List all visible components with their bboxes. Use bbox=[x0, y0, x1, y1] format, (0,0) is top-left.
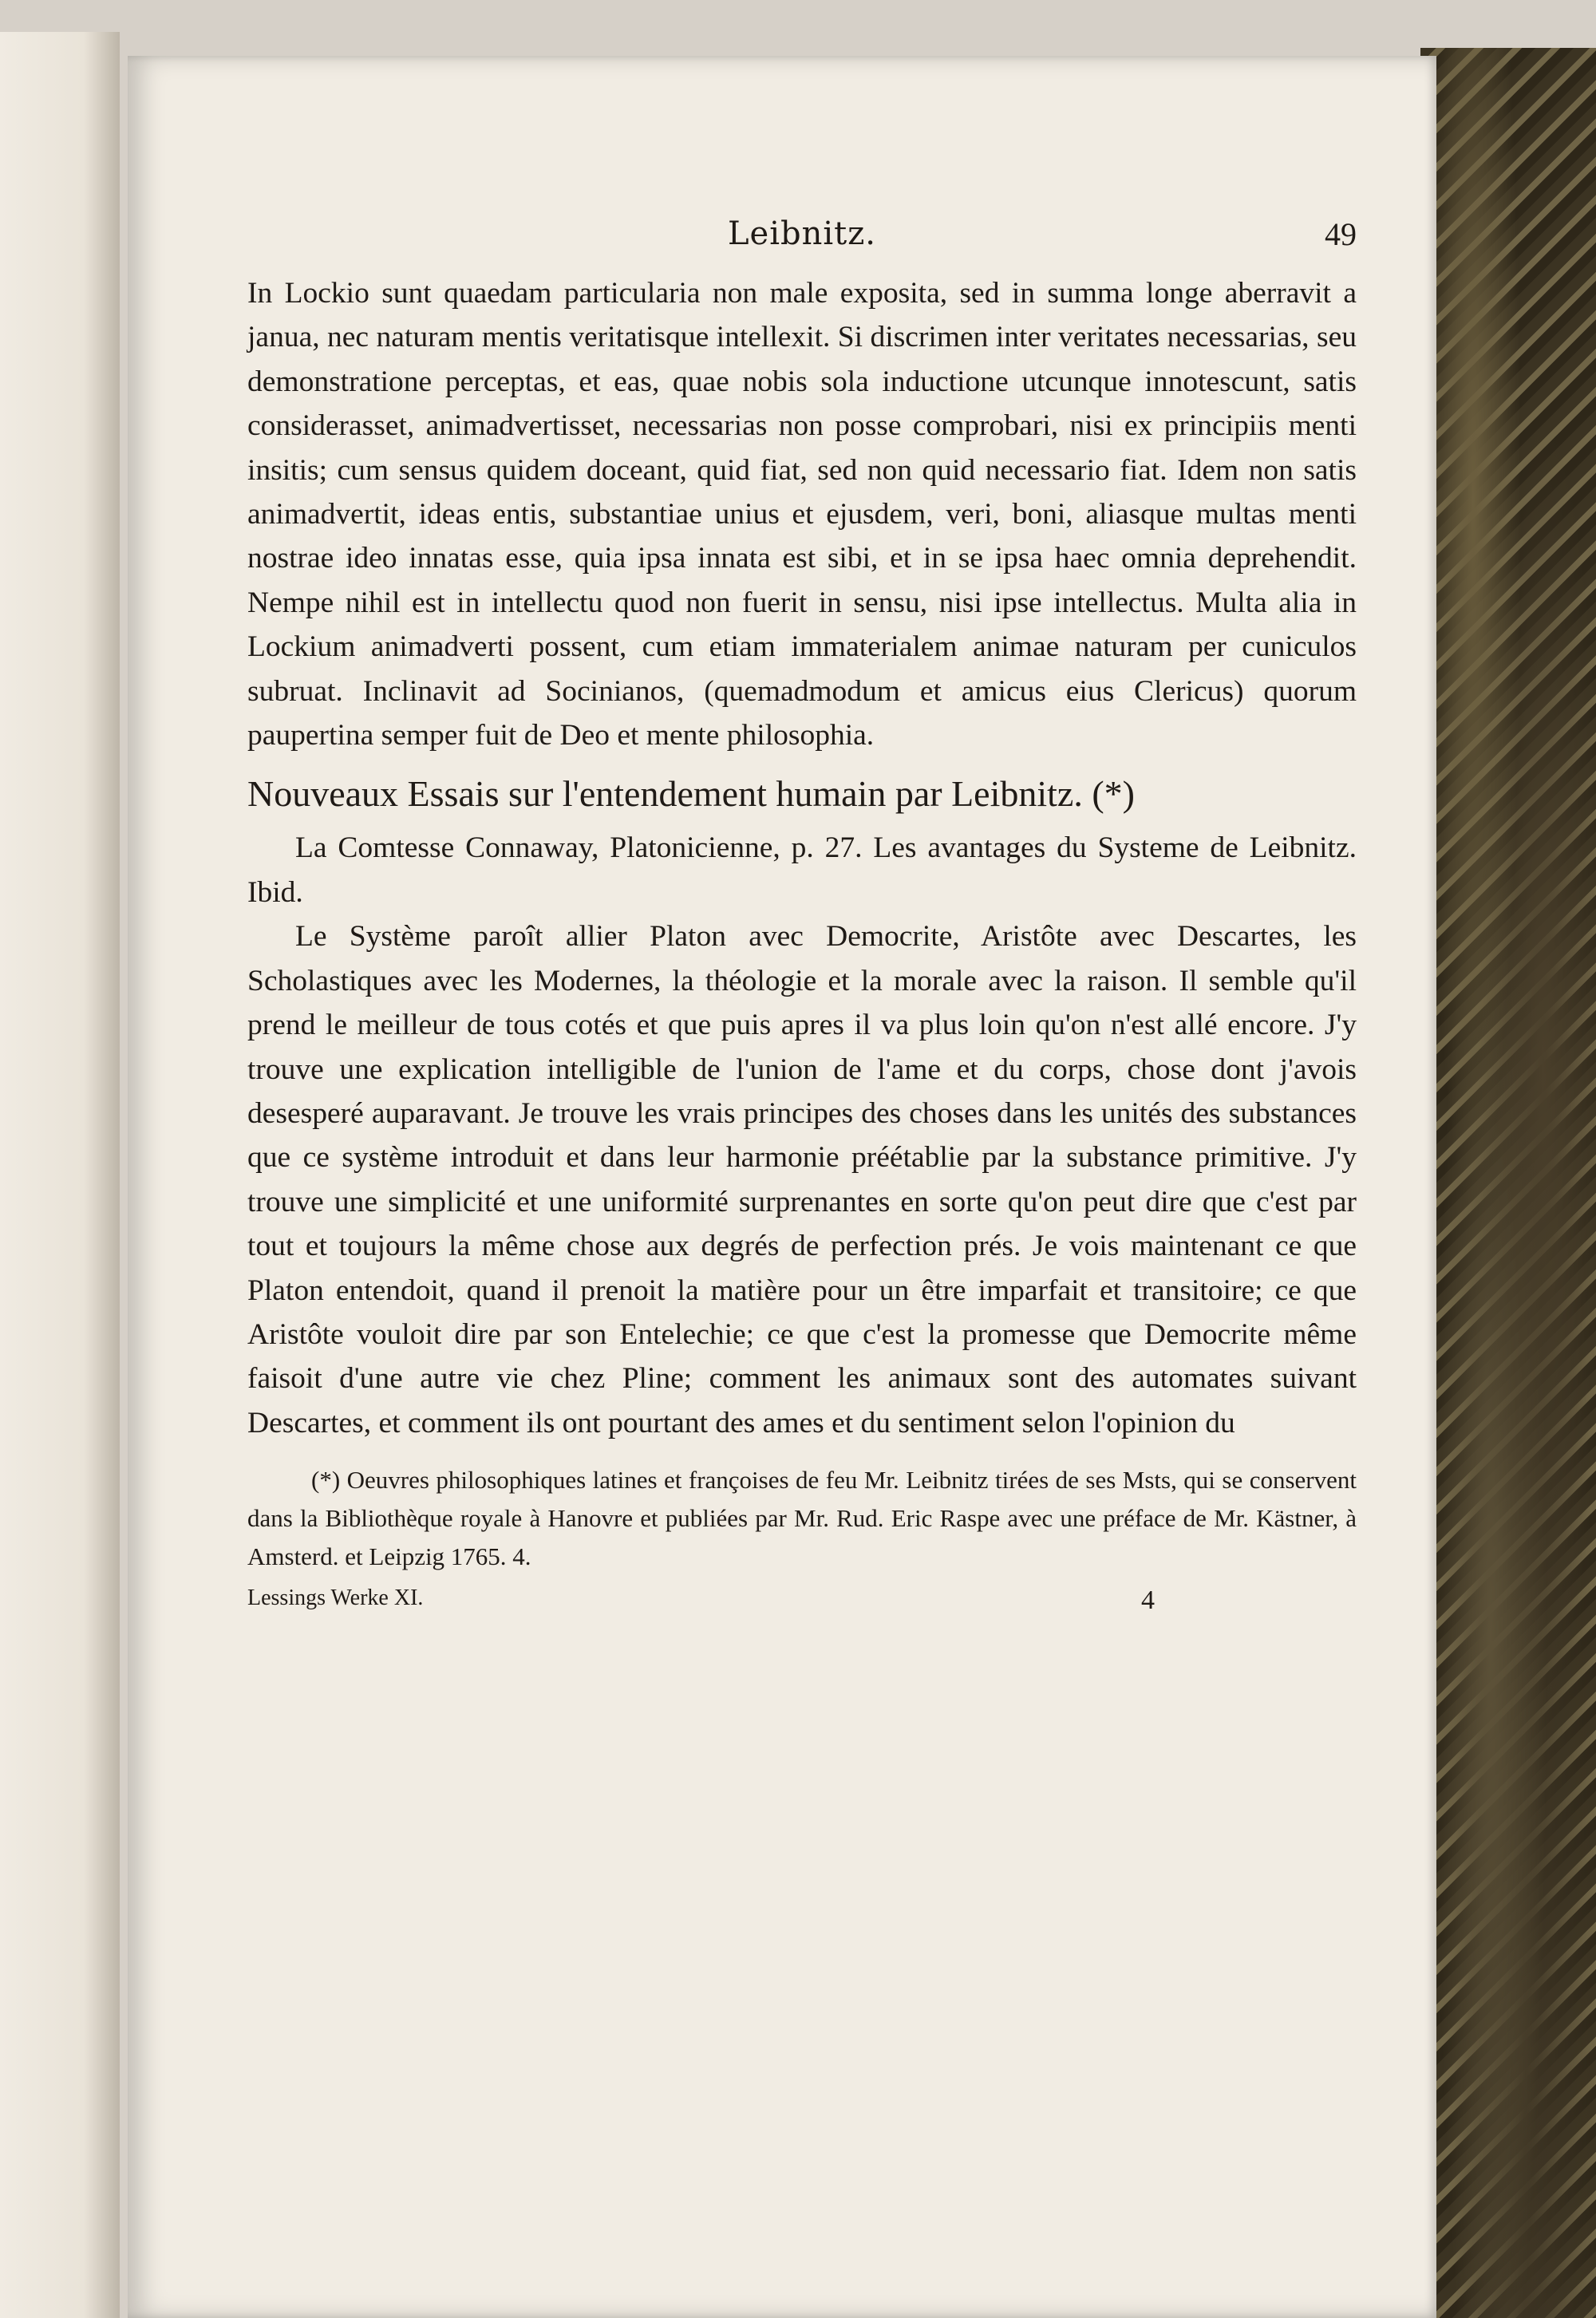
french-main-paragraph: Le Système paroît allier Platon avec Democrite, Aristôte avec Descartes, les Scholastiques avec les Modernes, la théologie et la morale avec la raison. Il semble qu'il prend le meilleur de tous cotés et que puis apres il va plus loin qu'on n'est allé encore. J'y trouve une explication intelligible de l'union de l'ame et du corps, chose dont j'avois desesperé auparavant. Je trouve les vrais principes des choses dans les unités des substances que ce système introduit et dans leur harmonie préétablie par la substance primitive. J'y trouve une simplicité et une uniformité surprenantes en sorte qu'on peut dire que c'est par tout et toujours la même chose aux degrés de perfection prés. Je vois maintenant ce que Platon entendoit, quand il prenoit la matière pour un être imparfait et transitoire; ce que Aristôte vouloit dire par son Entelechie; ce que c'est la promesse que Democrite même faisoit d'une autre vie chez Pline; comment les animaux sont des automates suivant Descartes, et comment ils ont pourtant des ames et du sentiment selon l'opinion du bbox=[247, 920, 1357, 1439]
volume-signature: Lessings Werke XI. bbox=[247, 1585, 424, 1611]
book-page bbox=[128, 56, 1436, 2318]
signature-line bbox=[247, 1585, 1357, 1625]
section-heading-text: Nouveaux Essais sur l'entendement humain par Leibnitz. bbox=[247, 773, 1083, 815]
footnote-text: Oeuvres philosophiques latines et françoises de feu Mr. Leibnitz tirées de ses Msts, qui se conservent dans la Bibliothèque royale à Hanovre et publiées par Mr. Rud. Eric Raspe avec une préface de Mr. Kästner, à Amsterd. et Leipzig 1765. 4. bbox=[247, 1466, 1357, 1571]
book-edge-marbled bbox=[1420, 48, 1596, 2318]
sheet-number: 4 bbox=[1141, 1585, 1155, 1616]
latin-paragraph: In Lockio sunt quaedam particularia non male exposita, sed in summa longe aberravit a janua, nec naturam mentis veritatisque intellexit. Si discrimen inter veritates necessarias, seu demonstratione perceptas, et eas, quae nobis sola inductione utcunque innotescunt, satis considerasset, animadvertisset, necessarias non posse comprobari, nisi ex principiis menti insitis; cum sensus quidem doceant, quid fiat, sed non quid necessario fiat. Idem non satis animadvertit, ideas entis, substantiae unius et ejusdem, veri, boni, aliasque multas menti nostrae ideo innatas esse, quia ipsa innata est sibi, et in se ipsa haec omnia deprehendit. Nempe nihil est in intellectu quod non fuerit in sensu, nisi ipse intellectus. Multa alia in Lockium animadverti possent, cum etiam immaterialem animae naturam per cuniculos subruat. Inclinavit ad Socinianos, (quemadmodum et amicus eius Clericus) quorum paupertina semper fuit de Deo et mente philosophia. bbox=[247, 277, 1357, 752]
footnote-mark: (*) bbox=[311, 1466, 341, 1495]
facing-page-edge bbox=[0, 32, 120, 2318]
page-content bbox=[247, 215, 1357, 1625]
running-title: Leibnitz. bbox=[727, 215, 877, 252]
french-intro-paragraph: La Comtesse Connaway, Platonicienne, p. 27. Les avantages du Systeme de Leibnitz. Ibid. bbox=[247, 831, 1357, 909]
footnote bbox=[247, 1461, 1357, 1576]
page-number: 49 bbox=[1325, 216, 1357, 252]
footnote-reference: (*) bbox=[1092, 773, 1135, 815]
page-header bbox=[247, 215, 1357, 271]
section-heading bbox=[247, 770, 1357, 818]
